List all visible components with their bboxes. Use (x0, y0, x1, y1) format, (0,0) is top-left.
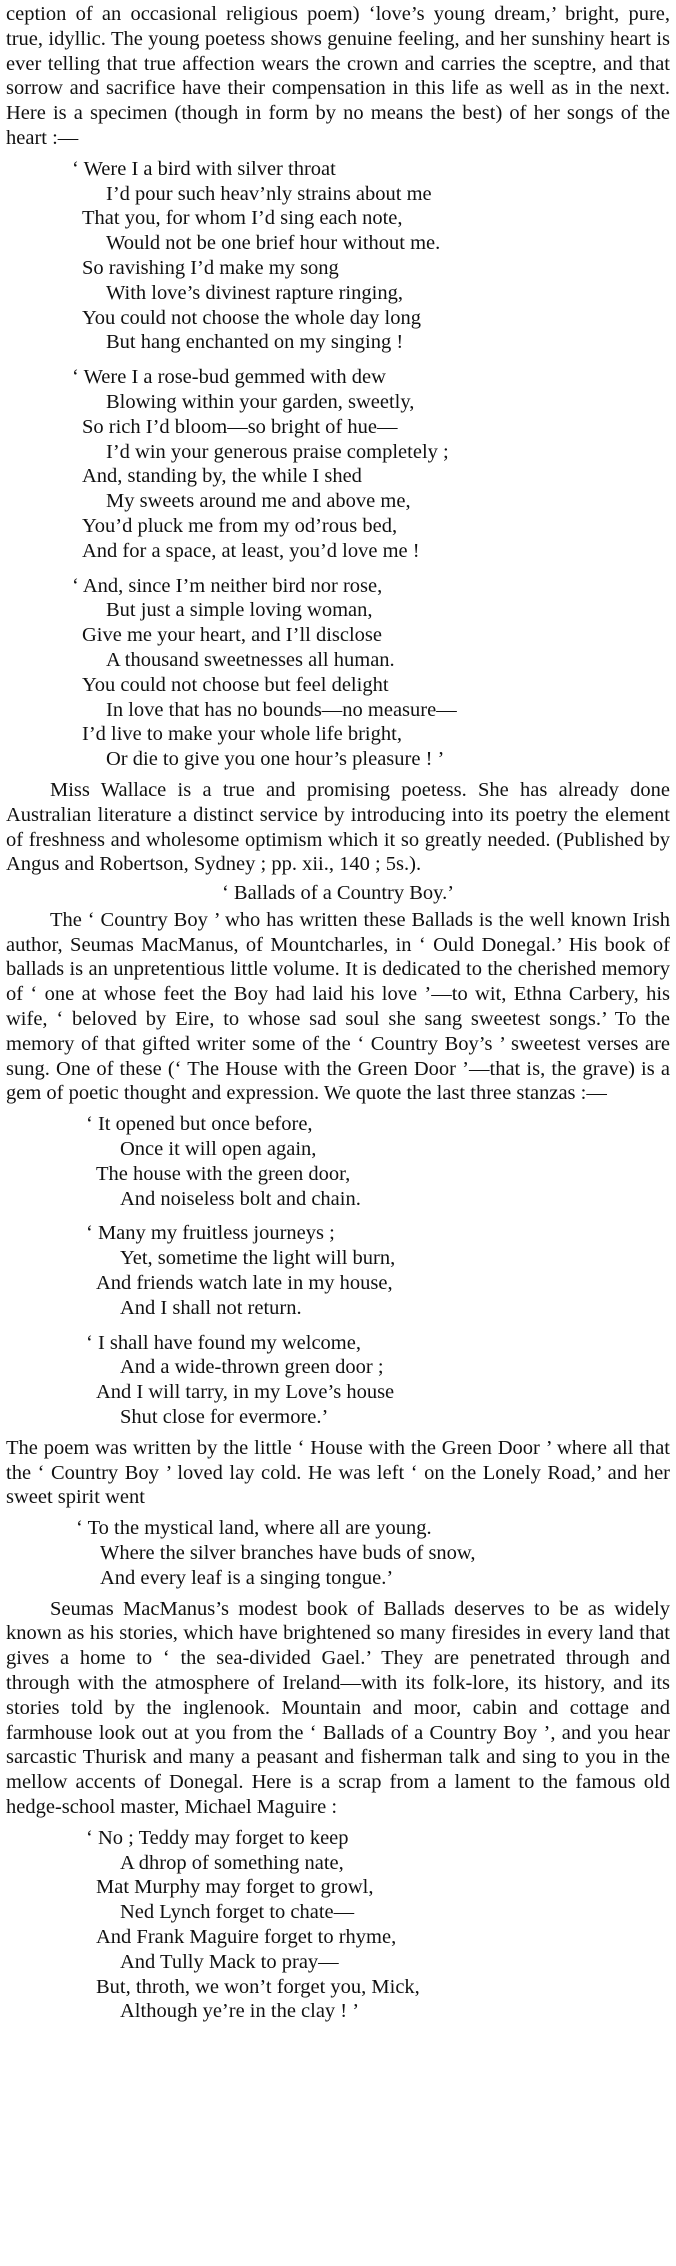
verse-line: ‘ Many my fruitless journeys ; (86, 1222, 335, 1245)
verse-line: Blowing within your garden, sweetly, (106, 390, 415, 413)
verse-line: That you, for whom I’d sing each note, (82, 207, 403, 230)
verse-line: ‘ Were I a bird with silver throat (72, 157, 336, 180)
verse-line: Yet, sometime the light will burn, (120, 1247, 396, 1270)
verse-line: And I will tarry, in my Love’s house (96, 1381, 395, 1404)
article-body-3 (6, 908, 670, 1106)
verse-line: But hang enchanted on my singing ! (106, 331, 404, 354)
verse-line: In love that has no bounds—no measure— (106, 698, 457, 721)
verse-line: And every leaf is a singing tongue.’ (100, 1566, 394, 1589)
verse-line: Give me your heart, and I’ll disclose (82, 624, 383, 647)
verse-line: Would not be one brief hour without me. (106, 232, 441, 255)
poem-mystical-land (6, 1516, 670, 1590)
verse-line: The house with the green door, (96, 1162, 351, 1185)
verse-line: ‘ Were I a rose-bud gemmed with dew (72, 366, 386, 389)
verse-line: And friends watch late in my house, (96, 1272, 393, 1295)
verse-line: Where the silver branches have buds of snow, (100, 1542, 476, 1565)
verse-line: Once it will open again, (120, 1138, 317, 1161)
poem-hedge-school-lament (6, 1826, 670, 2024)
verse-line: So rich I’d bloom—so bright of hue— (82, 415, 398, 438)
verse-line: Or die to give you one hour’s pleasure ! ’ (106, 748, 445, 771)
article-body (6, 2, 670, 151)
poem-bird-rose-stanza-3 (6, 574, 670, 772)
verse-line: You could not choose but feel delight (82, 673, 389, 696)
verse-line: And Tully Mack to pray— (120, 1950, 339, 1973)
section-heading: ‘ Ballads of a Country Boy.’ (221, 882, 455, 905)
verse-line: ‘ I shall have found my welcome, (86, 1331, 361, 1354)
verse-line: ‘ To the mystical land, where all are young. (76, 1517, 432, 1540)
verse-line: And, standing by, the while I shed (82, 465, 362, 488)
paragraph-macmanus-ballads: Seumas MacManus’s modest book of Ballads deserves to be as widely known as his stories, which have brightened so many firesides in every land that gives a home to ‘ the sea-divided Gael.’ They are penetrated through and through with the atmosphere of Ireland—with its folk-lore, its history, and its stories told by the inglenook. Mountain and moor, cabin and cottage and farmhouse look out at you from the ‘ Ballads of a Country Boy ’, and you hear sarcastic Thurisk and many a peasant and fisherman talk and sing to you in the mellow accents of Donegal. Here is a scrap from a lament to the famous old hedge-school master, Michael Maguire : (6, 1597, 670, 1818)
verse-line: I’d pour such heav’nly strains about me (106, 182, 432, 205)
verse-line: ‘ It opened but once before, (86, 1113, 313, 1136)
verse-line: ‘ And, since I’m neither bird nor rose, (72, 574, 383, 597)
verse-line: Shut close for evermore.’ (120, 1406, 329, 1429)
article-body-2 (6, 778, 670, 877)
poem-green-door-stanza-2 (6, 1221, 670, 1320)
verse-line: ‘ No ; Teddy may forget to keep (86, 1826, 349, 1849)
paragraph-review-intro: ception of an occasional religious poem) ‘love’s young dream,’ bright, pure, true, idyllic. The young poetess shows genuine feeling, and her sunshiny heart is ever telling that true affection wears the crown and carries the sceptre, and that sorrow and sacrifice have their compensation in this life as well as in the next. Here is a specimen (though in form by no means the best) of her songs of the heart :— (6, 3, 670, 149)
verse-line: But, throth, we won’t forget you, Mick, (96, 1975, 420, 1998)
verse-line: My sweets around me and above me, (106, 490, 411, 513)
verse-line: And a wide-thrown green door ; (120, 1356, 384, 1379)
verse-line: Ned Lynch forget to chate— (120, 1901, 355, 1924)
verse-line: And noiseless bolt and chain. (120, 1187, 361, 1210)
verse-line: Mat Murphy may forget to growl, (96, 1876, 374, 1899)
poem-green-door-stanza-1 (6, 1112, 670, 1211)
article-body-4 (6, 1436, 670, 1510)
verse-line: So ravishing I’d make my song (82, 256, 339, 279)
verse-line: A dhrop of something nate, (120, 1851, 344, 1874)
poem-bird-rose-stanza-1 (6, 157, 670, 355)
verse-line: You’d pluck me from my od’rous bed, (82, 514, 398, 537)
paragraph-wallace-verdict: Miss Wallace is a true and promising poetess. She has already done Australian literature a distinct service by introducing into its poetry the element of freshness and wholesome optimism which it so greatly needed. (Published by Angus and Robertson, Sydney ; pp. xii., 140 ; 5s.). (6, 778, 670, 876)
verse-line: And for a space, at least, you’d love me ! (82, 539, 420, 562)
verse-line: I’d live to make your whole life bright, (82, 723, 402, 746)
poem-green-door-stanza-3 (6, 1331, 670, 1430)
verse-line: You could not choose the whole day long (82, 306, 421, 329)
paragraph-green-door-note: The poem was written by the little ‘ House with the Green Door ’ where all that the ‘ Country Boy ’ loved lay cold. He was left ‘ on the Lonely Road,’ and her sweet spirit went (6, 1436, 670, 1509)
verse-line: I’d win your generous praise completely ; (106, 440, 449, 463)
verse-line: And I shall not return. (120, 1296, 302, 1319)
verse-line: With love’s divinest rapture ringing, (106, 281, 403, 304)
verse-line: Although ye’re in the clay ! ’ (120, 2000, 360, 2023)
poem-bird-rose-stanza-2 (6, 365, 670, 563)
verse-line: And Frank Maguire forget to rhyme, (96, 1925, 397, 1948)
paragraph-country-boy: The ‘ Country Boy ’ who has written these Ballads is the well known Irish author, Seumas MacManus, of Mountcharles, in ‘ Ould Donegal.’ His book of ballads is an unpretentious little volume. It is dedicated to the cherished memory of ‘ one at whose feet the Boy had laid his love ’—to wit, Ethna Carbery, his wife, ‘ beloved by Eire, to whose sad soul she sang sweetest songs.’ To the memory of that gifted writer some of the ‘ Country Boy’s ’ sweetest verses are sung. One of these (‘ The House with the Green Door ’—that is, the grave) is a gem of poetic thought and expression. We quote the last three stanzas :— (6, 908, 670, 1105)
verse-line: A thousand sweetnesses all human. (106, 648, 395, 671)
article-body-5 (6, 1597, 670, 1820)
verse-line: But just a simple loving woman, (106, 599, 373, 622)
